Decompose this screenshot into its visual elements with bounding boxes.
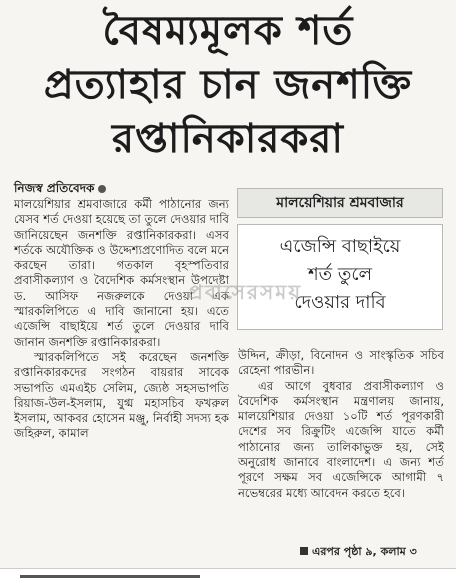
highlight-box-body (237, 224, 443, 330)
square-bullet-icon (300, 547, 308, 555)
paragraph: মালয়েশিয়ার শ্রমবাজারে কর্মী পাঠানোর জন্য যেসব শর্ত দেওয়া হয়েছে তা তুলে দেওয়ার দাবি জানিয়েছেন জনশক্তি রপ্তানিকারকরা। এসব শর্তকে অযৌক্তিক ও উদ্দেশ্যপ্রণোদিত বলে মনে করছেন তারা। গতকাল বৃহস্পতিবার প্রবাসীকল্যাণ ও বৈদেশিক কর্মসংস্থান উপদেষ্টা ড. আসিফ নজরুলকে দেওয়া এক স্মারকলিপিতে এ দাবি জানানো হয়। এতে এজেন্সি বাছাইয়ে শর্ত তুলে দেওয়ার দাবি জানান জনশক্তি রপ্তানিকারকরা। (14, 197, 229, 349)
headline-line-1: বৈষম্যমূলক শর্ত (102, 8, 354, 54)
headline (0, 4, 456, 166)
highlight-line: এজেন্সি বাছাইয়ে (279, 236, 401, 257)
headline-line-3: রপ্তানিকারকরা (112, 116, 344, 162)
headline-line-2: প্রত্যাহার চান জনশক্তি (43, 62, 413, 108)
paragraph: উদ্দিন, ক্রীড়া, বিনোদন ও সাংস্কৃতিক সচিব রেহেনা পারভীন। (238, 348, 444, 378)
paragraph: এর আগে বুধবার প্রবাসীকল্যাণ ও বৈদেশিক কর্মসংস্থান মন্ত্রণালয় জানায়, মালয়েশিয়ার দেওয়া ১০টি শর্ত পূরণকারী দেশের সব রিক্রুটিং এজেন্সি যাতে কর্মী পাঠানোর জন্য তালিকাভুক্ত হয়, সেই অনুরোধ জানাবে বাংলাদেশ। এ জন্য শর্ত পূরণে সক্ষম সব এজেন্সিকে আগামী ৭ নভেম্বরের মধ্যে আবেদন করতে হবে। (238, 378, 444, 500)
highlight-box-title: মালয়েশিয়ার শ্রমবাজার (237, 188, 443, 218)
bottom-border (0, 568, 456, 584)
paragraph: স্মারকলিপিতে সই করেছেন জনশক্তি রপ্তানিকারকদের সংগঠন বায়রার সাবেক সভাপতি এমএইচ সেলিম, জ্যেষ্ঠ সহসভাপতি রিয়াজ-উল-ইসলাম, যুগ্ম মহাসচিব ফখরুল ইসলাম, আকবর হোসেন মঞ্জু, নির্বাহী সদস্য হক জহিরুল, কামাল (14, 349, 229, 441)
article-right-column (238, 348, 444, 563)
divider (20, 575, 200, 578)
continuation-text: এরপর পৃষ্ঠা ৯, কলাম ৩ (312, 545, 417, 558)
watermark: প্রবাসেরসময় (187, 280, 303, 304)
highlight-line: শর্ত তুলে (307, 264, 373, 285)
byline-text: নিজস্ব প্রতিবেদক (14, 181, 95, 195)
highlight-line: দেওয়ার দাবি (294, 292, 386, 313)
article-left-column (14, 197, 229, 565)
continuation-note (300, 543, 417, 562)
bullet-icon (98, 185, 106, 193)
